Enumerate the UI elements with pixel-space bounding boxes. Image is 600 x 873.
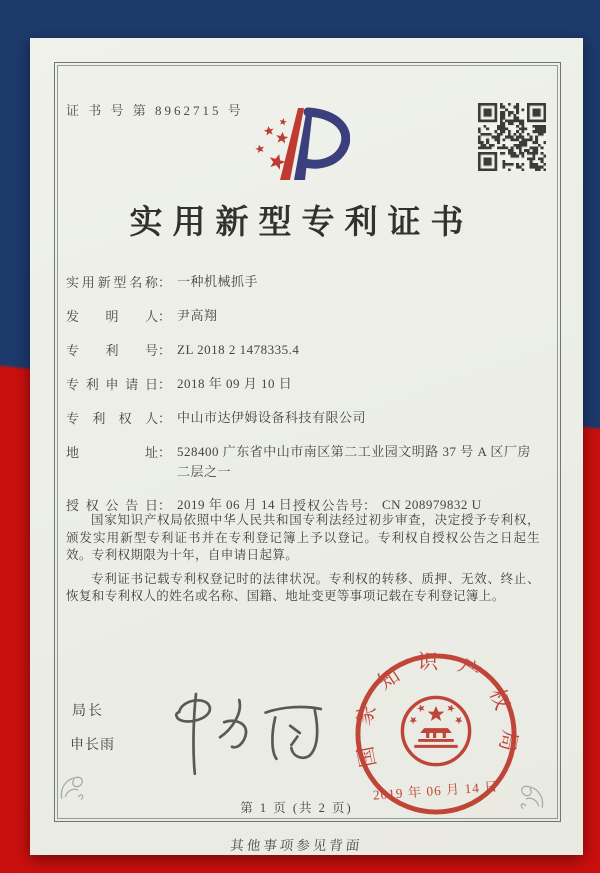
field-filing-date bbox=[66, 374, 544, 395]
field-colon: ： bbox=[158, 498, 172, 513]
field-colon: ： bbox=[158, 343, 172, 358]
field-colon: ： bbox=[158, 377, 172, 392]
field-colon: ： bbox=[158, 411, 172, 426]
field-value: 2019 年 06 月 14 日 bbox=[177, 497, 293, 512]
commissioner-name: 申长雨 bbox=[70, 738, 115, 753]
field-address bbox=[66, 442, 544, 482]
field-label: 实用新型名称 bbox=[66, 275, 158, 290]
seal-date: 2019 年 06 月 14 日 bbox=[372, 778, 499, 803]
qr-code bbox=[478, 103, 546, 171]
field-label: 专利号 bbox=[66, 343, 158, 358]
commissioner-signature bbox=[148, 678, 328, 782]
field-patent-number bbox=[66, 340, 544, 361]
field-label: 专利申请日 bbox=[66, 377, 158, 392]
field-label: 地址 bbox=[66, 445, 158, 460]
official-seal bbox=[352, 650, 520, 818]
field-colon: ： bbox=[158, 309, 172, 324]
field-value: 2018 年 09 月 10 日 bbox=[177, 376, 293, 391]
seal-ring-text: 国家知识产权局 bbox=[352, 651, 520, 771]
certificate-paper bbox=[30, 38, 583, 855]
page-indicator: 第 1 页 (共 2 页) bbox=[240, 801, 353, 815]
legal-paragraph-1: 国家知识产权局依照中华人民共和国专利法经过初步审查，决定授予专利权，颁发实用新型专利证书并在专利登记簿上予以登记。专利权自授权公告之日起生效。专利权期限为十年，自申请日起算。 bbox=[66, 513, 540, 563]
logo-stars bbox=[255, 117, 289, 170]
field-utility-model-name bbox=[66, 272, 544, 293]
field-label: 专利权人 bbox=[66, 411, 158, 426]
field-patentee bbox=[66, 408, 544, 429]
field-label: 授权公告日 bbox=[66, 498, 158, 513]
legal-text bbox=[66, 512, 540, 612]
field-value: CN 208979832 U bbox=[382, 497, 482, 512]
commissioner-title: 局长 bbox=[72, 704, 104, 719]
field-value: 中山市达伊姆设备科技有限公司 bbox=[177, 410, 367, 425]
cnipa-logo bbox=[250, 104, 350, 184]
legal-paragraph-2: 专利证书记载专利权登记时的法律状况。专利权的转移、质押、无效、终止、恢复和专利权人的姓名或名称、国籍、地址变更等事项记载在专利登记簿上。 bbox=[66, 571, 540, 604]
field-value: 一种机械抓手 bbox=[177, 274, 259, 289]
field-colon: ： bbox=[158, 275, 172, 290]
certificate-number: 证 书 号 第 8962715 号 bbox=[66, 103, 244, 118]
national-emblem bbox=[402, 697, 469, 764]
field-label: 发明人 bbox=[66, 309, 158, 324]
field-colon: ： bbox=[363, 498, 377, 513]
field-inventor bbox=[66, 306, 544, 327]
field-value: 尹高翔 bbox=[177, 308, 218, 323]
certificate-title: 实用新型专利证书 bbox=[129, 205, 474, 241]
field-label: 授权公告号 bbox=[293, 498, 363, 513]
back-side-note: 其他事项参见背面 bbox=[229, 838, 364, 853]
field-colon: ： bbox=[158, 445, 172, 460]
field-value: ZL 2018 2 1478335.4 bbox=[177, 342, 300, 357]
field-value: 528400 广东省中山市南区第二工业园文明路 37 号 A 区厂房二层之一 bbox=[177, 444, 531, 479]
certificate-fields bbox=[66, 272, 544, 529]
